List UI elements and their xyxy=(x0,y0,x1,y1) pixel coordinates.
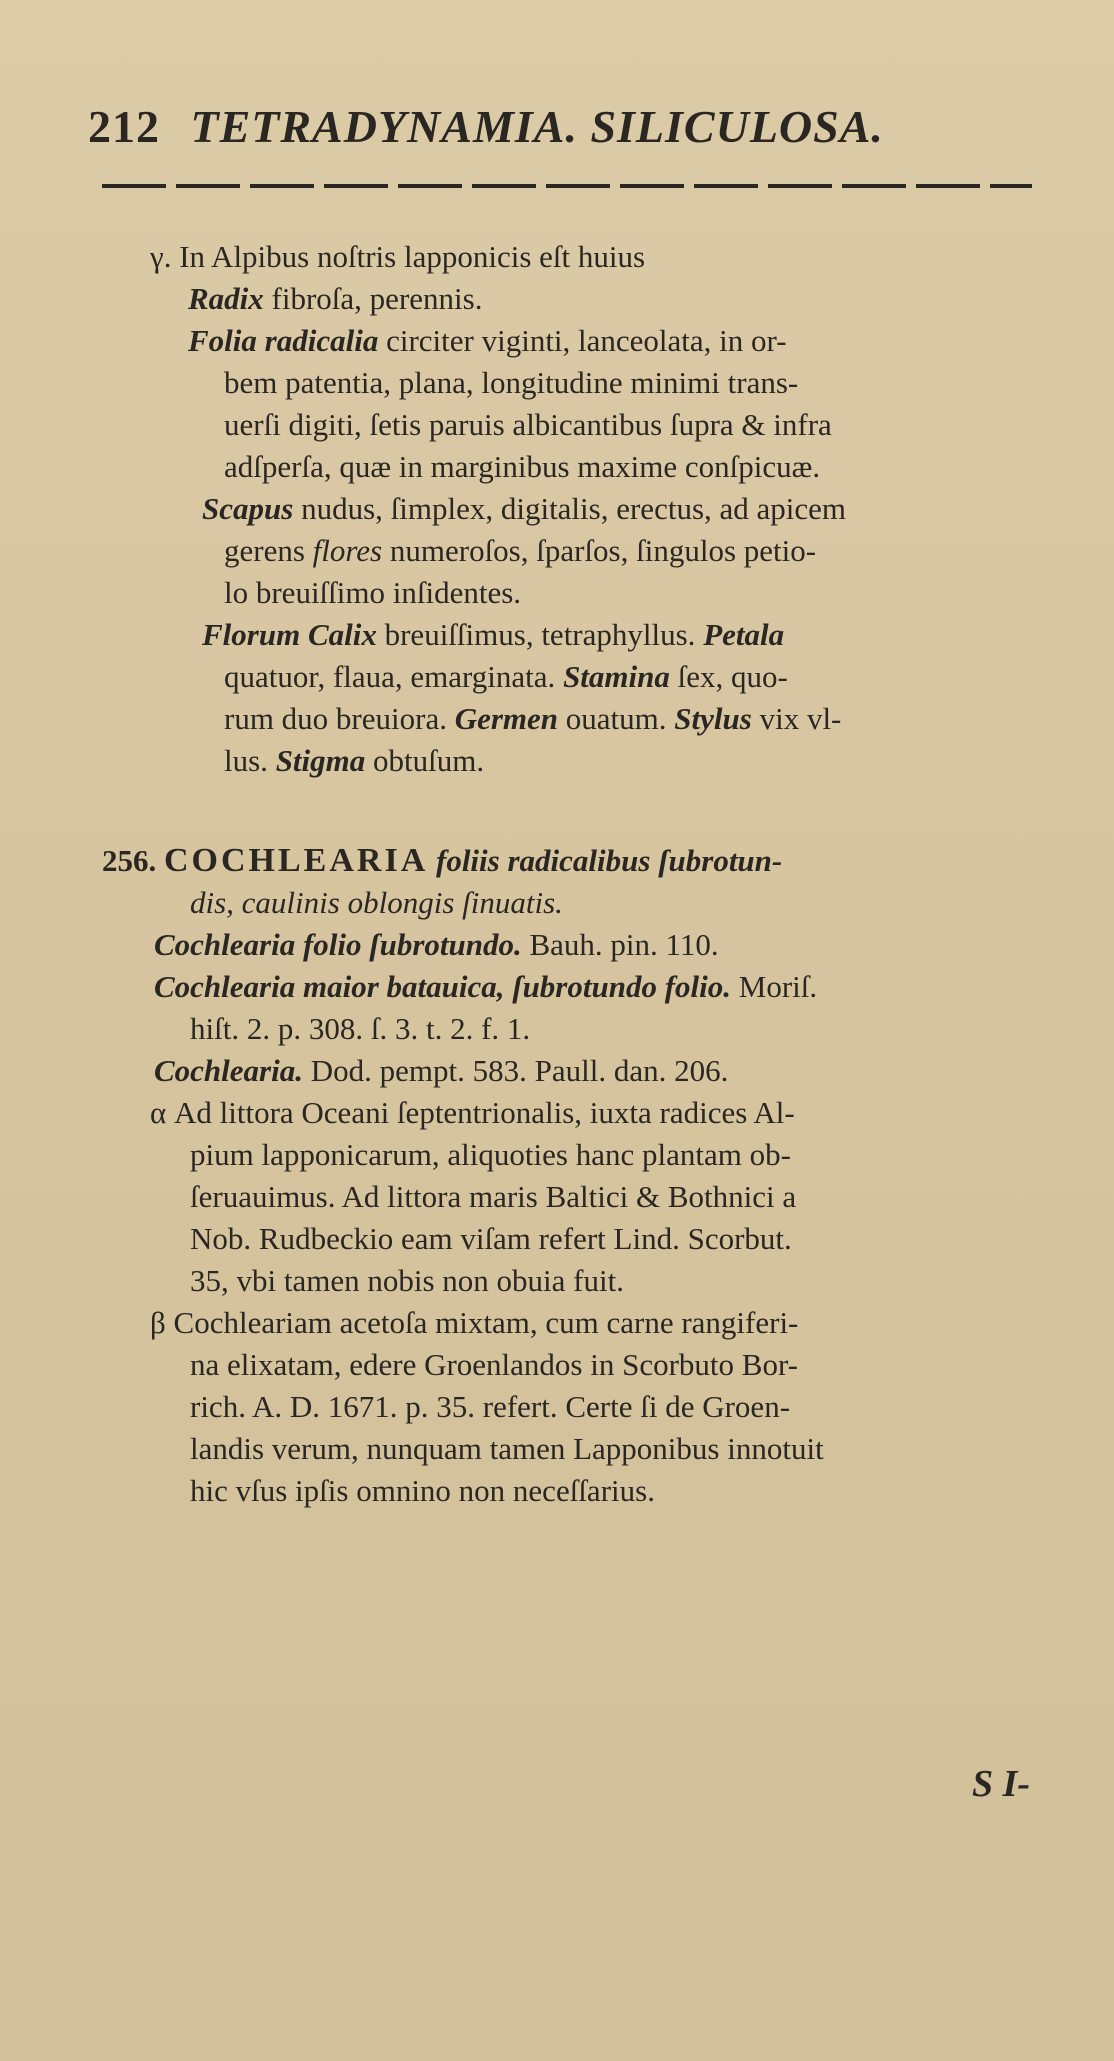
text-line: bem patentia, plana, longitudine minimi trans- xyxy=(224,365,799,400)
synonym: Cochlearia folio ſubrotundo. Bauh. pin. 110. xyxy=(154,927,719,962)
diagnosis: foliis radicalibus ſubrotun- xyxy=(436,843,783,878)
entry-256 xyxy=(102,840,824,1512)
entry-heading xyxy=(102,840,824,882)
text-line: Nob. Rudbeckio eam viſam refert Lind. Scorbut. xyxy=(190,1221,792,1256)
synonym: Cochlearia maior batauica, ſubrotundo folio. Moriſ. xyxy=(154,969,818,1004)
text-line: landis verum, nunquam tamen Lapponibus innotuit xyxy=(190,1431,824,1466)
text-line: 35, vbi tamen nobis non obuia fuit. xyxy=(190,1263,624,1298)
text-line: γ. In Alpibus noſtris lapponicis eſt huius xyxy=(150,239,646,274)
running-title: TETRADYNAMIA. SILICULOSA. xyxy=(190,101,884,152)
text-line: uerſi digiti, ſetis paruis albicantibus ſupra & infra xyxy=(224,407,832,442)
text-line: adſperſa, quæ in marginibus maxime conſpicuæ. xyxy=(224,449,821,484)
text-line: Scapus nudus, ſimplex, digitalis, erectus, ad apicem xyxy=(202,491,847,526)
text-line: lo breuiſſimo inſidentes. xyxy=(224,575,522,610)
text-line: na elixatam, edere Groenlandos in Scorbuto Bor- xyxy=(190,1347,798,1382)
text-line: gerens flores numeroſos, ſparſos, ſingulos petio- xyxy=(224,533,817,568)
text-line: Florum Calix breuiſſimus, tetraphyllus. Petala xyxy=(202,617,785,652)
synonym: Cochlearia. Dod. pempt. 583. Paull. dan. 206. xyxy=(154,1053,729,1088)
text-line: dis, caulinis oblongis ſinuatis. xyxy=(190,885,563,920)
page-number: 212 xyxy=(88,101,160,152)
text-line: rum duo breuiora. Germen ouatum. Stylus vix vl- xyxy=(224,701,842,736)
text-line: quatuor, flaua, emarginata. Stamina ſex, quo- xyxy=(224,659,788,694)
header-rule xyxy=(102,184,1032,188)
text-line: β Cochleariam acetoſa mixtam, cum carne rangiferi- xyxy=(150,1305,799,1340)
text-line: ſeruauimus. Ad littora maris Baltici & Bothnici a xyxy=(190,1179,797,1214)
gamma-section xyxy=(150,236,846,782)
catchword: S I- xyxy=(972,1763,1031,1805)
text-line: rich. A. D. 1671. p. 35. refert. Certe ſi de Groen- xyxy=(190,1389,791,1424)
text-line: Folia radicalia circiter viginti, lanceolata, in or- xyxy=(188,323,787,358)
text-line: hiſt. 2. p. 308. ſ. 3. t. 2. f. 1. xyxy=(190,1011,531,1046)
text-line: Radix fibroſa, perennis. xyxy=(188,281,483,316)
entry-number: 256. xyxy=(102,843,157,878)
text-line: α Ad littora Oceani ſeptentrionalis, iuxta radices Al- xyxy=(150,1095,795,1130)
text-line: lus. Stigma obtuſum. xyxy=(224,743,485,778)
genus-name: COCHLEARIA xyxy=(164,842,429,879)
text-line: hic vſus ipſis omnino non neceſſarius. xyxy=(190,1473,655,1508)
text-line: pium lapponicarum, aliquoties hanc plantam ob- xyxy=(190,1137,791,1172)
page-header xyxy=(88,100,1028,153)
